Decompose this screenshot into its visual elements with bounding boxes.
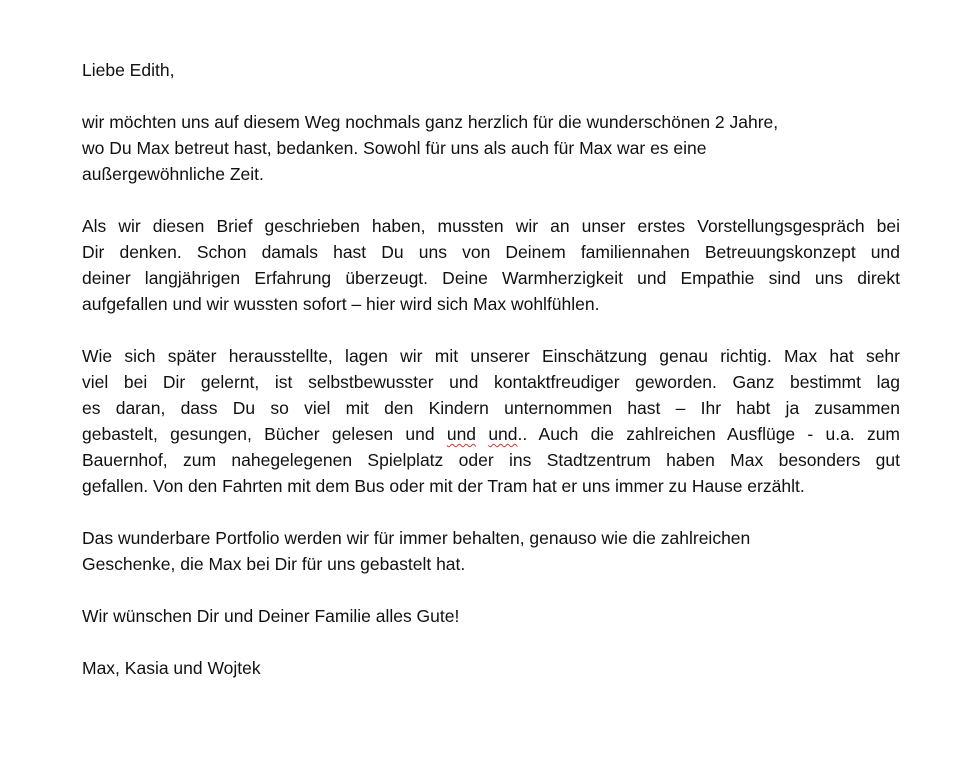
letter-page xyxy=(82,57,900,707)
paragraph-3-line-2: viel bei Dir gelernt, ist selbstbewusster und kontaktfreudiger geworden. Ganz bestimmt lag xyxy=(82,372,900,392)
paragraph-1-line-1: wir möchten uns auf diesem Weg nochmals ganz herzlich für die wunderschönen 2 Jahre, xyxy=(82,112,779,132)
paragraph-3-line-4 xyxy=(82,421,900,447)
paragraph-2-line-3: deiner langjährigen Erfahrung überzeugt. Deine Warmherzigkeit und Empathie sind uns direkt xyxy=(82,268,900,288)
paragraph-2-line-1: Als wir diesen Brief geschrieben haben, mussten wir an unser erstes Vorstellungsgespräch bei xyxy=(82,216,900,236)
paragraph-5-line-1: Wir wünschen Dir und Deiner Familie alles Gute! xyxy=(82,606,460,626)
paragraph-3-line-4-start: gebastelt, gesungen, Bücher gelesen und xyxy=(82,424,447,444)
paragraph-4-line-2: Geschenke, die Max bei Dir für uns gebastelt hat. xyxy=(82,554,466,574)
paragraph-1-line-2: wo Du Max betreut hast, bedanken. Sowohl für uns als auch für Max war es eine xyxy=(82,138,707,158)
paragraph-5 xyxy=(82,603,900,629)
signature xyxy=(82,655,900,681)
paragraph-2-line-4: aufgefallen und wir wussten sofort – hier wird sich Max wohlfühlen. xyxy=(82,294,600,314)
paragraph-1 xyxy=(82,109,900,187)
paragraph-1-line-3: außergewöhnliche Zeit. xyxy=(82,164,264,184)
paragraph-2 xyxy=(82,213,900,317)
spellcheck-mark[interactable]: und xyxy=(488,424,518,444)
paragraph-4-line-1: Das wunderbare Portfolio werden wir für immer behalten, genauso wie die zahlreichen xyxy=(82,528,751,548)
signature-line: Max, Kasia und Wojtek xyxy=(82,658,261,678)
paragraph-3-line-6: gefallen. Von den Fahrten mit dem Bus oder mit der Tram hat er uns immer zu Hause erzählt. xyxy=(82,476,805,496)
greeting-line: Liebe Edith, xyxy=(82,60,175,80)
paragraph-3-line-4-space xyxy=(476,424,488,444)
paragraph-2-line-2: Dir denken. Schon damals hast Du uns von Deinem familiennahen Betreuungskonzept und xyxy=(82,242,900,262)
spellcheck-mark[interactable]: und xyxy=(446,424,477,444)
paragraph-3-line-4-end: .. Auch die zahlreichen Ausflüge - u.a. zum xyxy=(517,424,900,444)
paragraph-3-line-3: es daran, dass Du so viel mit den Kindern unternommen hast – Ihr habt ja zusammen xyxy=(82,398,900,418)
paragraph-3 xyxy=(82,343,900,499)
paragraph-4 xyxy=(82,525,900,577)
paragraph-3-line-1: Wie sich später herausstellte, lagen wir mit unserer Einschätzung genau richtig. Max hat sehr xyxy=(82,346,900,366)
paragraph-3-line-5: Bauernhof, zum nahegelegenen Spielplatz oder ins Stadtzentrum haben Max besonders gut xyxy=(82,450,900,470)
greeting xyxy=(82,57,900,83)
